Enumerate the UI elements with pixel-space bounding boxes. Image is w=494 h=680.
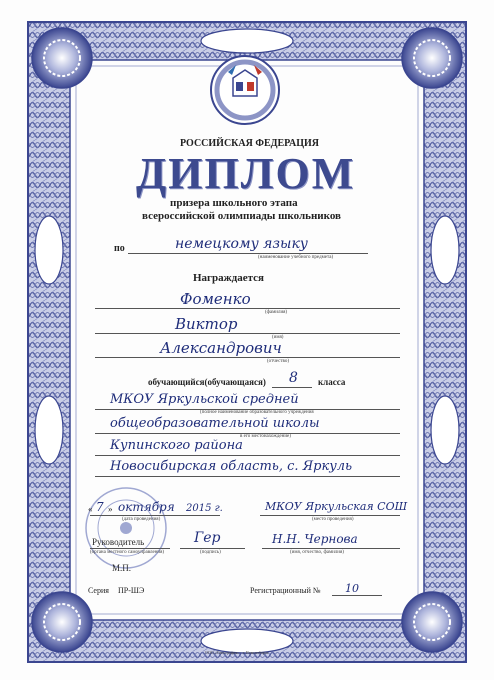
role-label: Руководитель xyxy=(92,537,145,547)
school-line2: общеобразовательной школы xyxy=(110,416,320,431)
place-line xyxy=(260,515,400,516)
school-line1: МКОУ Яркульской средней xyxy=(110,392,299,407)
subtitle-line2: всероссийской олимпиады школьников xyxy=(142,210,341,222)
reg-label: Регистрационный № xyxy=(250,586,321,595)
date-quote-open: « xyxy=(88,504,93,514)
reg-value: 10 xyxy=(345,582,359,595)
signer-line xyxy=(262,548,400,549)
place-caption: (место проведения) xyxy=(312,517,354,522)
surname-line xyxy=(95,308,400,309)
signature-line xyxy=(180,548,245,549)
subject-prefix: по xyxy=(114,243,125,254)
series-label: Серия xyxy=(88,586,109,595)
signature-value: Гер xyxy=(194,530,221,546)
date-day: 7 xyxy=(96,500,104,514)
olympiad-emblem xyxy=(211,56,279,124)
patronymic-caption: (отчество) xyxy=(267,359,290,364)
role-line xyxy=(90,548,170,549)
school-line4: Новосибирская область, с. Яркуль xyxy=(110,459,353,474)
patronymic-value: Александрович xyxy=(160,339,282,357)
subject-line xyxy=(128,253,368,254)
subject-value: немецкому языку xyxy=(175,236,308,252)
surname-caption: (фамилия) xyxy=(265,310,288,315)
grade-value: 8 xyxy=(289,370,298,386)
signer-caption: (имя, отчество, фамилия) xyxy=(290,550,344,555)
patronymic-line xyxy=(95,357,400,358)
role-caption: (органа местного самоуправления) xyxy=(90,550,165,555)
date-quote-close: » xyxy=(108,504,113,514)
school-line3: Купинского района xyxy=(110,438,243,453)
signature-caption: (подпись) xyxy=(200,550,221,555)
name-caption: (имя) xyxy=(272,335,284,340)
date-month: октября xyxy=(118,500,175,514)
date-line xyxy=(90,515,220,516)
school-line3-rule xyxy=(95,455,400,456)
date-caption: (дата проведения) xyxy=(122,517,161,522)
stamp-label: М.П. xyxy=(112,563,132,573)
subtitle-line1: призера школьного этапа xyxy=(170,197,298,209)
subject-caption: (наименование учебного предмета) xyxy=(258,255,334,260)
grade-line xyxy=(272,387,312,388)
school-line1-caption: (полное наименование образовательного учреждения xyxy=(200,410,314,415)
printer-note: ООО «Типография» · г. Новосибирск xyxy=(205,650,269,655)
name-line xyxy=(95,333,400,334)
awarded-heading: Награждается xyxy=(193,272,264,284)
place-value: МКОУ Яркульская СОШ xyxy=(265,500,408,513)
school-line2-caption: в его местонахождение) xyxy=(240,434,291,439)
reg-line xyxy=(332,595,382,596)
school-line4-rule xyxy=(95,476,400,477)
name-value: Виктор xyxy=(175,315,238,333)
grade-suffix: класса xyxy=(318,377,346,387)
country-label: РОССИЙСКАЯ ФЕДЕРАЦИЯ xyxy=(180,138,320,149)
signer-value: Н.Н. Чернова xyxy=(272,532,358,546)
date-year: 2015 г. xyxy=(186,503,223,514)
series-value: ПР-ШЭ xyxy=(118,586,145,595)
grade-prefix: обучающийся(обучающаяся) xyxy=(148,377,266,387)
diploma-title: ДИПЛОМ xyxy=(136,149,356,198)
surname-value: Фоменко xyxy=(180,290,251,308)
